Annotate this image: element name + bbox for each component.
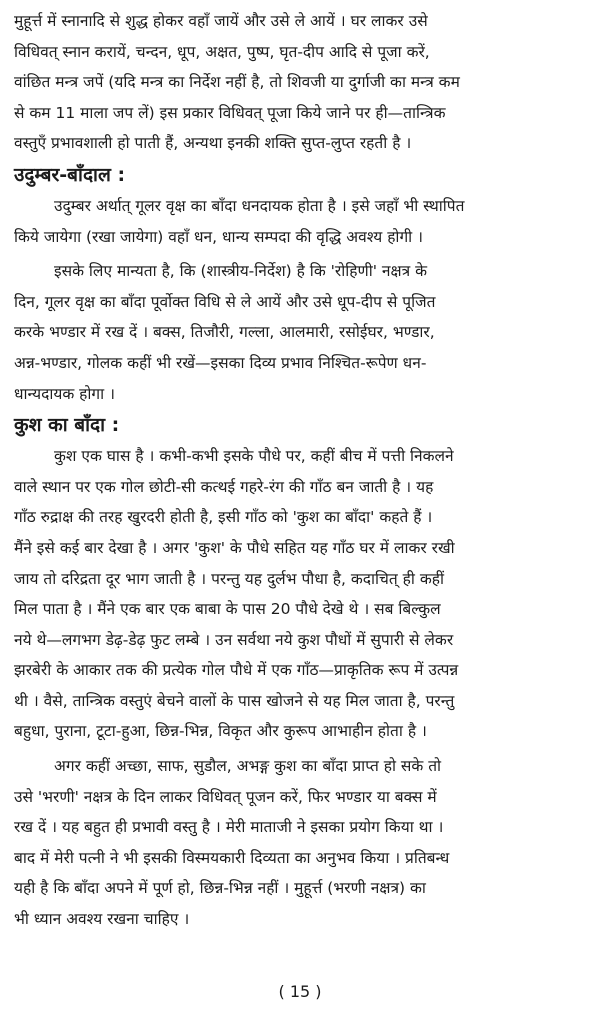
udumbar-paragraph-1 (14, 191, 592, 252)
text-line: किये जायेगा (रखा जायेगा) वहाँ धन, धान्य सम्पदा की वृद्धि अवश्य होगी । (14, 227, 423, 246)
text-line: अगर कहीं अच्छा, साफ, सुडौल, अभङ्ग कुश का बाँदा प्राप्त हो सके तो (54, 757, 442, 776)
text-line: यही है कि बाँदा अपने में पूर्ण हो, छिन्न-भिन्न नहीं । मुहूर्त्त (भरणी नक्षत्र) का (14, 879, 426, 898)
text-line: दिन, गूलर वृक्ष का बाँदा पूर्वोक्त विधि से ले आयें और उसे धूप-दीप से पूजित (14, 292, 436, 311)
text-line: गाँठ रुद्राक्ष की तरह खुरदरी होती है, इसी गाँठ को 'कुश का बाँदा' कहते हैं । (14, 508, 433, 527)
text-line: कुश एक घास है । कभी-कभी इसके पौधे पर, कहीं बीच में पत्ती निकलने (54, 447, 454, 466)
kush-paragraph-1 (14, 441, 592, 747)
text-line: से कम 11 माला जप लें) इस प्रकार विधिवत् पूजा किये जाने पर ही—तान्त्रिक (14, 103, 446, 122)
page-number: ( 15 ) (278, 982, 322, 1001)
text-line: वांछित मन्त्र जपें (यदि मन्त्र का निर्देश नहीं है, तो शिवजी या दुर्गाजी का मन्त्र कम (14, 73, 460, 92)
udumbar-paragraph-2 (14, 256, 592, 409)
text-line: जाय तो दरिद्रता दूर भाग जाती है । परन्तु यह दुर्लभ पौधा है, कदाचित् ही कहीं (14, 569, 444, 588)
kush-paragraph-2 (14, 751, 592, 935)
text-line: अन्न-भण्डार, गोलक कहीं भी रखें—इसका दिव्य प्रभाव निश्चित-रूपेण धन- (14, 353, 427, 372)
text-line: रख दें । यह बहुत ही प्रभावी वस्तु है । मेरी माताजी ने इसका प्रयोग किया था । (14, 818, 444, 837)
section-heading-kush: कुश का बाँदा : (14, 414, 120, 437)
text-line: मुहूर्त्त में स्नानादि से शुद्ध होकर वहाँ जायें और उसे ले आयें । घर लाकर उसे (14, 12, 428, 30)
text-line: बाद में मेरी पत्नी ने भी इसकी विस्मयकारी दिव्यता का अनुभव किया । प्रतिबन्ध (14, 848, 450, 867)
text-line: मैंने इसे कई बार देखा है । अगर 'कुश' के पौधे सहित यह गाँठ घर में लाकर रखी (14, 538, 455, 557)
text-line: नये थे—लगभग डेढ़-डेढ़ फुट लम्बे । उन सर्वथा नये कुश पौधों में सुपारी से लेकर (14, 630, 454, 649)
text-line: भी ध्यान अवश्य रखना चाहिए । (14, 910, 190, 929)
text-line: धान्यदायक होगा । (14, 384, 115, 403)
section-heading-udumbar: उदुम्बर-बाँदाल : (14, 163, 126, 186)
text-line: करके भण्डार में रख दें । बक्स, तिजौरी, गल्ला, आलमारी, रसोईघर, भण्डार, (14, 323, 435, 342)
text-line: थी । वैसे, तान्त्रिक वस्तुएं बेचने वालों के पास खोजने से यह मिल जाता है, परन्तु (14, 691, 455, 710)
text-line: वाले स्थान पर एक गोल छोटी-सी कत्थई गहरे-रंग की गाँठ बन जाती है । यह (14, 477, 434, 496)
intro-paragraph (14, 6, 592, 159)
page-body (14, 6, 592, 935)
text-line: झरबेरी के आकार तक की प्रत्येक गोल पौधे में एक गाँठ—प्राकृतिक रूप में उत्पन्न (14, 661, 459, 680)
text-line: मिल पाता है । मैंने एक बार एक बाबा के पास 20 पौधे देखे थे । सब बिल्कुल (14, 600, 441, 619)
text-line: इसके लिए मान्यता है, कि (शास्त्रीय-निर्देश) है कि 'रोहिणी' नक्षत्र के (54, 262, 428, 281)
text-line: उसे 'भरणी' नक्षत्र के दिन लाकर विधिवत् पूजन करें, फिर भण्डार या बक्स में (14, 787, 437, 806)
text-line: बहुधा, पुराना, टूटा-हुआ, छिन्न-भिन्न, विकृत और कुरूप आभाहीन होता है । (14, 722, 427, 741)
text-line: वस्तुएँ प्रभावशाली हो पाती हैं, अन्यथा इनकी शक्ति सुप्त-लुप्त रहती है । (14, 134, 412, 153)
text-line: उदुम्बर अर्थात् गूलर वृक्ष का बाँदा धनदायक होता है । इसे जहाँ भी स्थापित (54, 196, 465, 215)
text-line: विधिवत् स्नान करायें, चन्दन, धूप, अक्षत, पुष्प, घृत-दीप आदि से पूजा करें, (14, 42, 430, 61)
